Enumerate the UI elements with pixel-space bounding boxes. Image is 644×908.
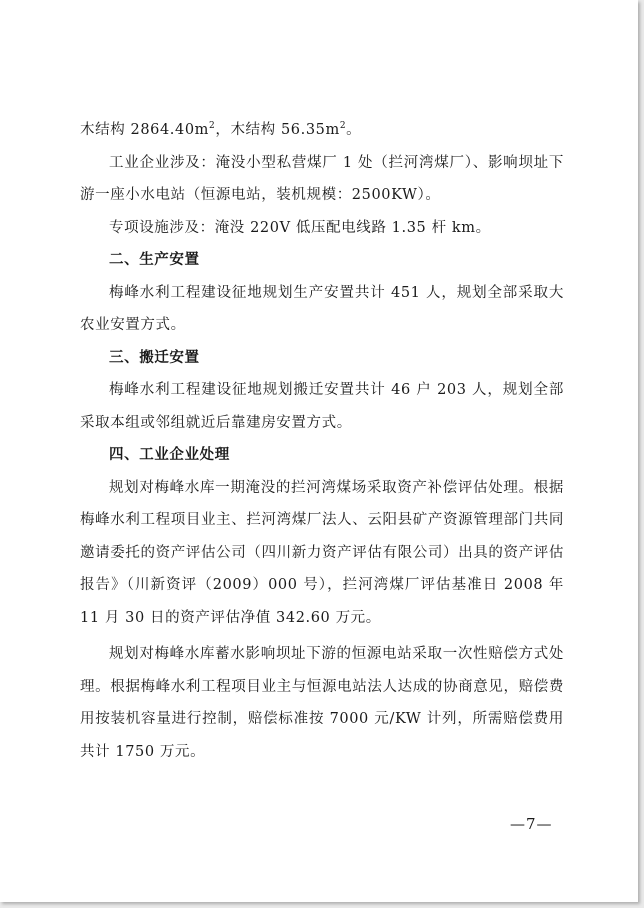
text-run: 木结构 2864.40m xyxy=(80,122,210,138)
paragraph-production-resettlement: 梅峰水利工程建设征地规划生产安置共计 451 人，规划全部采取大农业安置方式。 xyxy=(80,284,564,333)
paragraph-hydropower-compensation: 规划对梅峰水库蓄水影响坝址下游的恒源电站采取一次性赔偿方式处理。根据梅峰水利工程项目业主与恒源电站法人达成的协商意见，赔偿费用按装机容量进行控制，赔偿标准按 7000 元/KW 计列，所需赔偿费用共计 1750 万元。 xyxy=(80,646,564,760)
heading-production-resettlement: 二、生产安置 xyxy=(109,252,200,268)
text-run: ，木结构 56.35m xyxy=(215,122,340,138)
paragraph-wood-structure xyxy=(80,114,564,147)
superscript: 2 xyxy=(209,121,216,132)
paragraph-industrial-enterprises: 工业企业涉及：淹没小型私营煤厂 1 处（拦河湾煤厂）、影响坝址下游一座小水电站（恒源电站，装机规模：2500KW）。 xyxy=(80,154,564,203)
paragraph-relocation-resettlement: 梅峰水利工程建设征地规划搬迁安置共计 46 户 203 人，规划全部采取本组或邻组就近后靠建房安置方式。 xyxy=(80,382,564,431)
paragraph-special-facilities: 专项设施涉及：淹没 220V 低压配电线路 1.35 杆 km。 xyxy=(109,219,491,236)
paragraph-coal-plant-compensation: 规划对梅峰水库一期淹没的拦河湾煤场采取资产补偿评估处理。根据梅峰水利工程项目业主、拦河湾煤厂法人、云阳县矿产资源管理部门共同邀请委托的资产评估公司（四川新力资产评估有限公司）出具的资产评估报告》（川新资评（2009）000 号），拦河湾煤厂评估基准日 2008 年 11 月 30 日的资产评估净值 342.60 万元。 xyxy=(80,479,564,626)
text-run: 。 xyxy=(346,122,362,138)
heading-industrial-handling: 四、工业企业处理 xyxy=(109,447,230,463)
heading-relocation-resettlement: 三、搬迁安置 xyxy=(109,349,200,366)
superscript: 2 xyxy=(339,121,347,132)
page-body xyxy=(80,114,564,768)
page-number: —7— xyxy=(510,815,553,833)
